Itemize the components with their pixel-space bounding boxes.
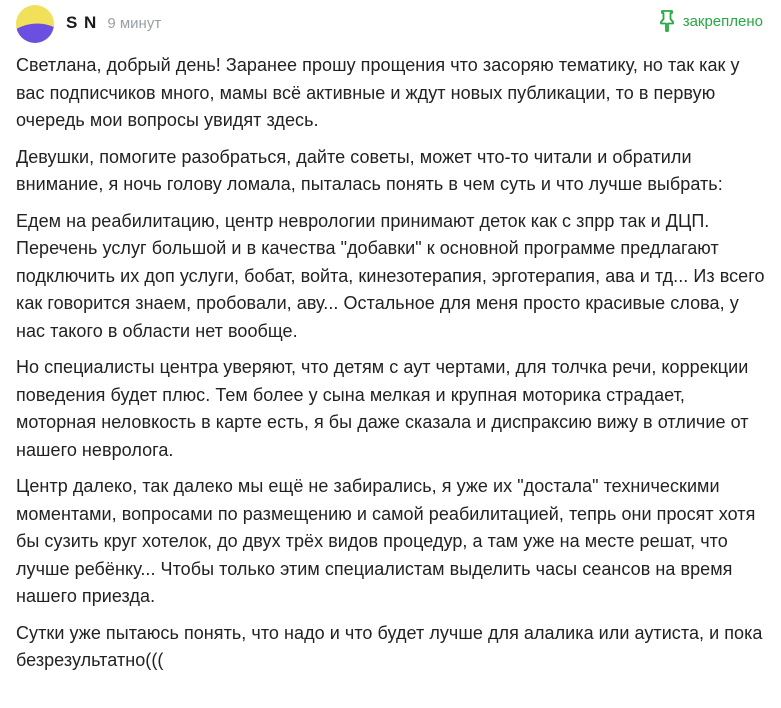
- comment-paragraph: Сутки уже пытаюсь понять, что надо и что будет лучше для алалика или аутиста, и пока безрезультатно(((: [16, 622, 763, 670]
- comment-paragraph: Светлана, добрый день! Заранее прошу прощения что засоряю тематику, но так как у вас подписчиков много, мамы всё активные и ждут новых публикации, то в первую очередь мои вопросы увидят здесь.: [16, 55, 740, 130]
- comment-paragraph: Едем на реабилитацию, центр неврологии принимают деток как с зпрр так и ДЦП. Перечень услуг большой и в качества "добавки" к основной программе предлагают подключить их доп услуги, бобат, войта, кинезотерапия, эрготерапия, ава и тд... Из всего как говорится знаем, пробовали, аву... Остальное для меня просто красивые слова, у нас такого в области нет вообще.: [16, 210, 765, 341]
- comment-timestamp: 9 минут: [107, 14, 162, 32]
- pinned-label: закреплено: [682, 12, 763, 30]
- pin-icon: [659, 10, 675, 32]
- comment-paragraph: Но специалисты центра уверяют, что детям с аут чертами, для толчка речи, коррекции поведения будет плюс. Тем более у сына мелкая и крупная моторика страдает, моторная неловкость в карте есть, я бы даже сказала и диспраксию вижу в отличие от нашего невролога.: [16, 357, 749, 460]
- pinned-badge: [659, 10, 763, 32]
- comment-paragraph: Центр далеко, так далеко мы ещё не забирались, я уже их "достала" техническими моментами, вопросами по размещению и самой реабилитацией, тепрь они просят хотя бы сузить круг хотелок, до двух трёх видов процедур, а там уже на месте решат, что лучше ребёнку... Чтобы только этим специалистам выделить часы сеансов на время нашего приезда.: [16, 476, 756, 606]
- comment-header: [16, 0, 767, 46]
- comment-paragraph: Девушки, помогите разобраться, дайте советы, может что-то читали и обратили внимание, я ночь голову ломала, пыталась понять в чем суть и что лучше выбрать:: [16, 146, 723, 194]
- author-name[interactable]: S N: [66, 13, 98, 32]
- comment-body: [16, 52, 767, 675]
- avatar-image: [16, 5, 54, 43]
- avatar[interactable]: [16, 5, 54, 43]
